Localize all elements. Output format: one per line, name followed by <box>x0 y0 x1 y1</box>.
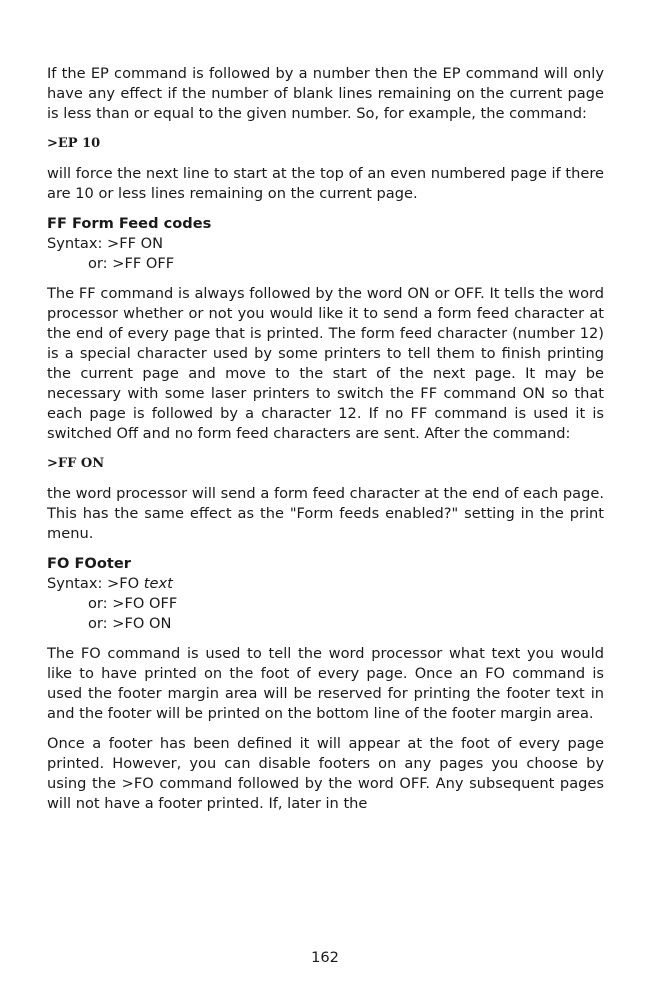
fo-syntax-1-arg: text <box>143 575 173 592</box>
fo-description-paragraph: The FO command is used to tell the word processor what text you would like to have printed on the foot of every page. Once an FO command is used the footer margin area will be reserved for printing the footer text in and the footer will be printed on the bottom line of the footer margin area. <box>47 645 604 722</box>
fo-syntax-3: or: >FO ON <box>88 615 172 632</box>
page-number: 162 <box>311 949 339 966</box>
ff-syntax <box>47 234 604 274</box>
ff-syntax-line-1 <box>47 234 604 254</box>
ff-syntax-1: >FF ON <box>107 235 164 252</box>
ep-example-code: >EP 10 <box>47 136 101 151</box>
ff-heading: FF Form Feed codes <box>47 215 212 232</box>
fo-syntax-prefix: Syntax: <box>47 575 103 592</box>
ep-intro-paragraph: If the EP command is followed by a number then the EP command will only have any effect if the number of blank lines remaining on the current page is less than or equal to the given number. So, for example, the command: <box>47 65 604 122</box>
fo-syntax <box>47 574 604 634</box>
ff-description-paragraph: The FF command is always followed by the word ON or OFF. It tells the word processor whether or not you would like it to send a form feed character at the end of every page that is printed. The form feed character (number 12) is a special character used by some printers to tell them to finish printing the current page and move to the start of the next page. It may be necessary with some laser printers to switch the FF command ON so that each page is followed by a character 12. If no FF command is used it is switched Off and no form feed characters are sent. After the command: <box>47 285 604 442</box>
ff-syntax-2: or: >FF OFF <box>88 255 175 272</box>
document-page <box>47 64 604 824</box>
ff-after-paragraph: the word processor will send a form feed character at the end of each page. This has the same effect as the "Form feeds enabled?" setting in the print menu. <box>47 485 604 542</box>
fo-syntax-1-cmd: >FO <box>107 575 140 592</box>
fo-syntax-line-1 <box>47 574 604 594</box>
fo-syntax-2: or: >FO OFF <box>88 595 178 612</box>
fo-more-paragraph: Once a footer has been defined it will appear at the foot of every page printed. However, you can disable footers on any pages you choose by using the >FO command followed by the word OFF. Any subsequent pages will not have a footer printed. If, later in the <box>47 735 604 812</box>
ff-syntax-prefix: Syntax: <box>47 235 103 252</box>
fo-heading: FO FOoter <box>47 555 131 572</box>
ep-after-paragraph: will force the next line to start at the top of an even numbered page if there are 10 or less lines remaining on the current page. <box>47 165 604 202</box>
ff-example-code: >FF ON <box>47 456 105 471</box>
